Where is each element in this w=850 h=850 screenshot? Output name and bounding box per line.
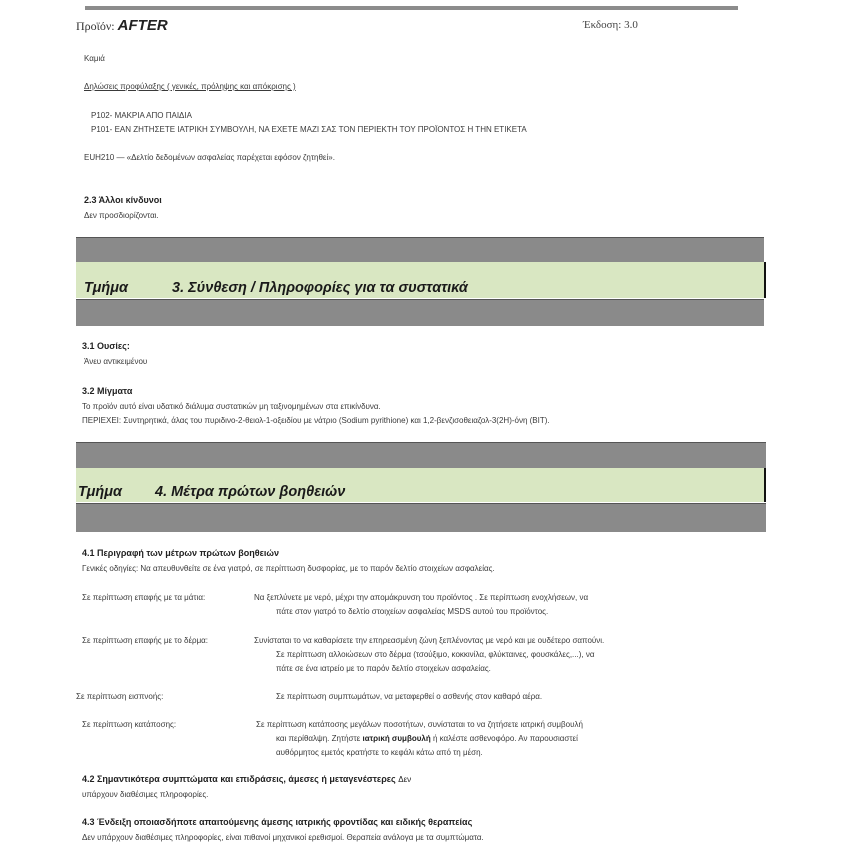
eyes-text-2: πάτε στον γιατρό το δελτίο στοιχείων ασφαλείας MSDS αυτού του προϊόντος.	[276, 607, 549, 616]
inhalation-label: Σε περίπτωση εισπνοής:	[76, 692, 164, 701]
skin-text-1: Συνίσταται το να καθαρίσετε την επηρεασμένη ζώνη ξεπλένοντας με νερό και με ουδέτερο σαπούνι.	[254, 636, 605, 645]
symptoms-text: υπάρχουν διαθέσιμες πληροφορίες.	[82, 790, 209, 799]
other-hazards-text: Δεν προσδιορίζονται.	[84, 211, 159, 220]
version-label: Έκδοση: 3.0	[583, 19, 638, 31]
indication-heading: 4.3 Ένδειξη οποιασδήποτε απαιτούμενης άμεσης ιατρικής φροντίδας και ειδικής θεραπείας	[82, 817, 473, 827]
section4-label: Τμήμα	[78, 484, 122, 500]
section3-banner	[76, 262, 766, 298]
product-label: Προϊόν:	[76, 19, 115, 33]
ingestion-label: Σε περίπτωση κατάποσης:	[82, 720, 177, 729]
symptoms-heading-line	[82, 774, 411, 784]
indication-text: Δεν υπάρχουν διαθέσιμες πληροφορίες, είναι πιθανοί μηχανικοί ερεθισμοί. Θεραπεία ανάλογα με τα συμπτώματα.	[82, 833, 484, 842]
euh210-statement: EUH210 — «Δελτίο δεδομένων ασφαλείας παρέχεται εφόσον ζητηθεί».	[84, 153, 335, 162]
skin-text-3: πάτε σε ένα ιατρείο με το παρόν δελτίο στοιχείων ασφαλείας.	[276, 664, 491, 673]
first-aid-general: Γενικές οδηγίες: Να απευθυνθείτε σε ένα γιατρό, σε περίπτωση δυσφορίας, με το παρόν δελτίο στοιχείων ασφαλείας.	[82, 564, 495, 573]
section4-band-bottom	[76, 503, 766, 532]
section3-band-top	[76, 237, 764, 262]
section3-title: 3. Σύνθεση / Πληροφορίες για τα συστατικά	[172, 280, 468, 296]
ingestion-text-2c: ή καλέστε ασθενοφόρο. Αν παρουσιαστεί	[432, 734, 578, 743]
mixtures-heading: 3.2 Μίγματα	[82, 386, 133, 396]
mixtures-text-1: Το προϊόν αυτό είναι υδατικό διάλυμα συστατικών μη ταξινομημένων στα επικίνδυνα.	[82, 402, 381, 411]
skin-text-2: Σε περίπτωση αλλοιώσεων στο δέρμα (τσούξιμο, κοκκινίλα, φλύκταινες, φουσκάλες,...), να	[276, 650, 595, 659]
mixtures-text-2: ΠΕΡΙΕΧΕΙ: Συντηρητικά, άλας του πυριδινο-2-θειολ-1-οξειδίου με νάτριο (Sodium pyrithione) και 1,2-βενζισοθειαζολ-3(2H)-όνη (BIT).	[82, 416, 550, 425]
p101-statement: P101- ΕΑΝ ΖΗΤΗΣΕΤΕ ΙΑΤΡΙΚΗ ΣΥΜΒΟΥΛΗ, ΝΑ ΕΧΕΤΕ ΜΑΖΙ ΣΑΣ ΤΟΝ ΠΕΡΙΕΚΤΗ ΤΟΥ ΠΡΟΪΟΝΤΟΣ Η ΤΗΝ ΕΤΙΚΕΤΑ	[91, 125, 527, 134]
section4-title: 4. Μέτρα πρώτων βοηθειών	[155, 484, 346, 500]
ingestion-text-2	[276, 734, 578, 743]
ingestion-text-2a: και περίθαλψη. Ζητήστε	[276, 734, 361, 743]
section4-banner	[76, 468, 766, 502]
substances-text: Άνευ αντικειμένου	[84, 357, 148, 366]
product-line	[76, 17, 168, 34]
product-name: AFTER	[117, 17, 168, 34]
hazard-none: Καμιά	[84, 54, 105, 63]
precaution-heading: Δηλώσεις προφύλαξης ( γενικές, πρόληψης και απόκρισης )	[84, 82, 296, 91]
section3-band-bottom	[76, 299, 764, 326]
skin-label: Σε περίπτωση επαφής με το δέρμα:	[82, 636, 209, 645]
ingestion-text-3: αυθόρμητος εμετός κρατήστε το κεφάλι κάτω από τη μέση.	[276, 748, 483, 757]
inhalation-text: Σε περίπτωση συμπτωμάτων, να μεταφερθεί ο ασθενής στον καθαρό αέρα.	[276, 692, 543, 701]
other-hazards-heading: 2.3 Άλλοι κίνδυνοι	[84, 195, 162, 205]
header-rule	[85, 6, 738, 10]
substances-heading: 3.1 Ουσίες:	[82, 341, 130, 351]
ingestion-medical-advice: ιατρική συμβουλή	[362, 734, 431, 743]
ingestion-text-1: Σε περίπτωση κατάποσης μεγάλων ποσοτήτων, συνίσταται το να ζητήσετε ιατρική συμβουλή	[256, 720, 583, 729]
eyes-label: Σε περίπτωση επαφής με τα μάτια:	[82, 593, 206, 602]
section4-band-top	[76, 442, 766, 468]
first-aid-heading: 4.1 Περιγραφή των μέτρων πρώτων βοηθειών	[82, 548, 279, 558]
p102-statement: P102- ΜΑΚΡΙΑ ΑΠΟ ΠΑΙΔΙΑ	[91, 111, 192, 120]
eyes-text-1: Να ξεπλύνετε με νερό, μέχρι την απομάκρυνση του προϊόντος . Σε περίπτωση ενοχλήσεων, να	[254, 593, 589, 602]
symptoms-tail: Δεν	[398, 775, 412, 784]
section3-label: Τμήμα	[84, 280, 128, 296]
symptoms-heading: 4.2 Σημαντικότερα συμπτώματα και επιδράσεις, άμεσες ή μεταγενέστερες	[82, 774, 396, 784]
